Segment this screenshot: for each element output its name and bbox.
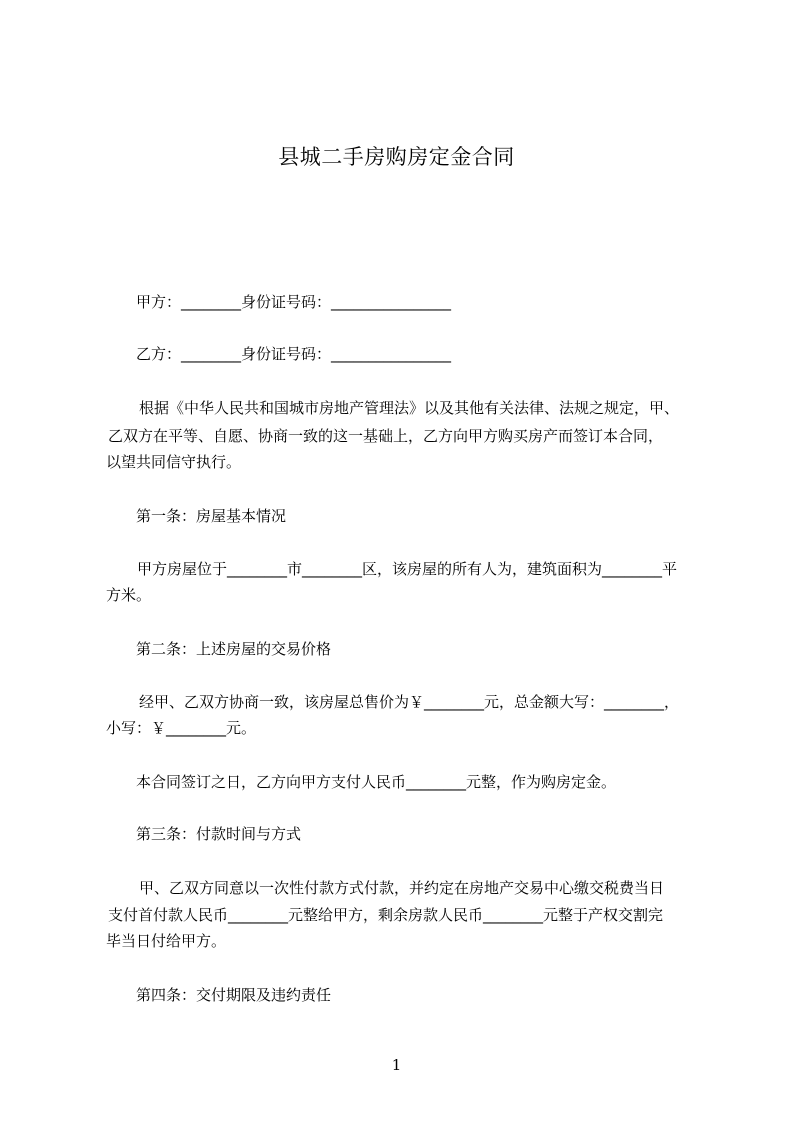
article-1-text: 方米。 (106, 586, 152, 604)
contract-title: 县城二手房购房定金合同 (278, 145, 515, 169)
article-3-text: 甲、乙双方同意以一次性付款方式付款，并约定在房地产交易中心缴交税费当日 (139, 879, 665, 897)
preamble-line: 乙双方在平等、自愿、协商一致的这一基础上，乙方向甲方购买房产而签订本合同， (108, 427, 664, 445)
article-2-text: 经甲、乙双方协商一致，该房屋总售价为￥________元，总金额大写：________， (139, 693, 680, 711)
preamble-line: 以望共同信守执行。 (106, 453, 242, 471)
preamble-line: 根据《中华人民共和国城市房地产管理法》以及其他有关法律、法规之规定，甲、 (139, 399, 680, 417)
article-4-heading: 第四条：交付期限及违约责任 (136, 986, 332, 1004)
article-2-heading: 第二条：上述房屋的交易价格 (136, 640, 332, 658)
article-1-text: 甲方房屋位于________市________区，该房屋的所有人为，建筑面积为________平 (137, 560, 678, 578)
article-3-text: 支付首付款人民币________元整给甲方，剩余房款人民币________元整于产权交割完 (108, 906, 664, 924)
article-2-text: 小写：￥________元。 (106, 719, 257, 737)
party-b-line: 乙方：________身份证号码：________________ (136, 345, 452, 363)
page-number: 1 (391, 1056, 402, 1074)
article-3-heading: 第三条：付款时间与方式 (136, 825, 302, 843)
deposit-clause: 本合同签订之日，乙方向甲方支付人民币________元整，作为购房定金。 (136, 773, 617, 791)
party-a-line: 甲方：________身份证号码：________________ (136, 293, 452, 311)
article-1-heading: 第一条：房屋基本情况 (136, 507, 287, 525)
article-3-text: 毕当日付给甲方。 (106, 932, 227, 950)
